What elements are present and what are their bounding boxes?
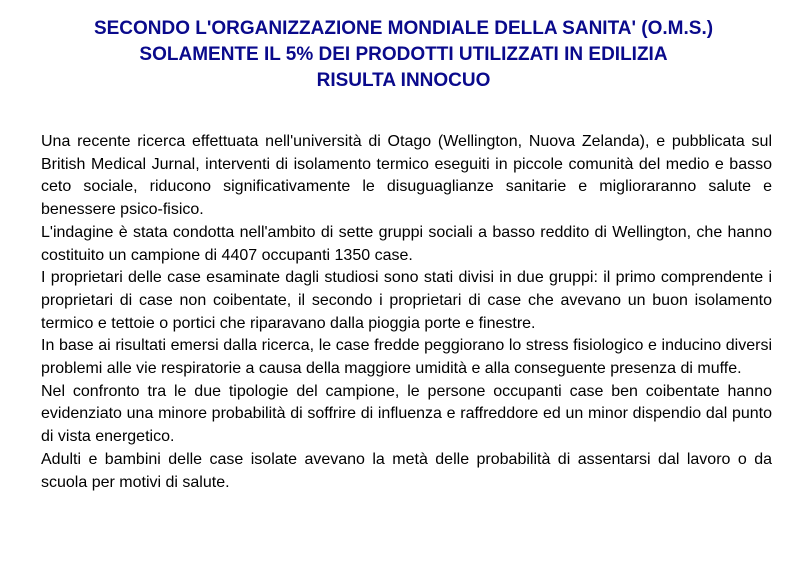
title-line-3: RISULTA INNOCUO [316, 70, 491, 91]
document-title [0, 16, 807, 94]
paragraph-absence: Adulti e bambini delle case isolate avevano la metà delle probabilità di assentarsi dal lavoro o da scuola per motivi di salute. [41, 450, 772, 491]
paragraph-comparison: Nel confronto tra le due tipologie del campione, le persone occupanti case ben coibentate hanno evidenziato una minore probabilità di soffrire di influenza e raffreddore ed un minor dispendio dal punto di vista energetico. [41, 382, 772, 446]
article-body [41, 131, 772, 494]
paragraph-survey: L'indagine è stata condotta nell'ambito di sette gruppi sociali a basso reddito di Wellington, che hanno costituito un campione di 4407 occupanti 1350 case. [41, 223, 772, 264]
paragraph-intro: Una recente ricerca effettuata nell'università di Otago (Wellington, Nuova Zelanda), e pubblicata sul British Medical Jurnal, interventi di isolamento termico eseguiti in piccole comunità del medio e basso ceto sociale, riducono significativamente le disuguaglianze sanitarie e miglioraranno salute e benessere psico-fisico. [41, 133, 772, 219]
paragraph-results: In base ai risultati emersi dalla ricerca, le case fredde peggiorano lo stress fisiologico e inducino diversi problemi alle vie respiratorie a causa della maggiore umidità e alla conseguente presenza di muffe. [41, 337, 772, 378]
title-line-2: SOLAMENTE IL 5% DEI PRODOTTI UTILIZZATI IN EDILIZIA [139, 44, 668, 65]
title-line-1: SECONDO L'ORGANIZZAZIONE MONDIALE DELLA SANITA' (O.M.S.) [93, 18, 714, 39]
paragraph-groups: I proprietari delle case esaminate dagli studiosi sono stati divisi in due gruppi: il primo comprendente i proprietari di case non coibentate, il secondo i proprietari di case che avevano un buon isolamento termico e tettoie o portici che riparavano dalla pioggia porte e finestre. [41, 269, 772, 332]
